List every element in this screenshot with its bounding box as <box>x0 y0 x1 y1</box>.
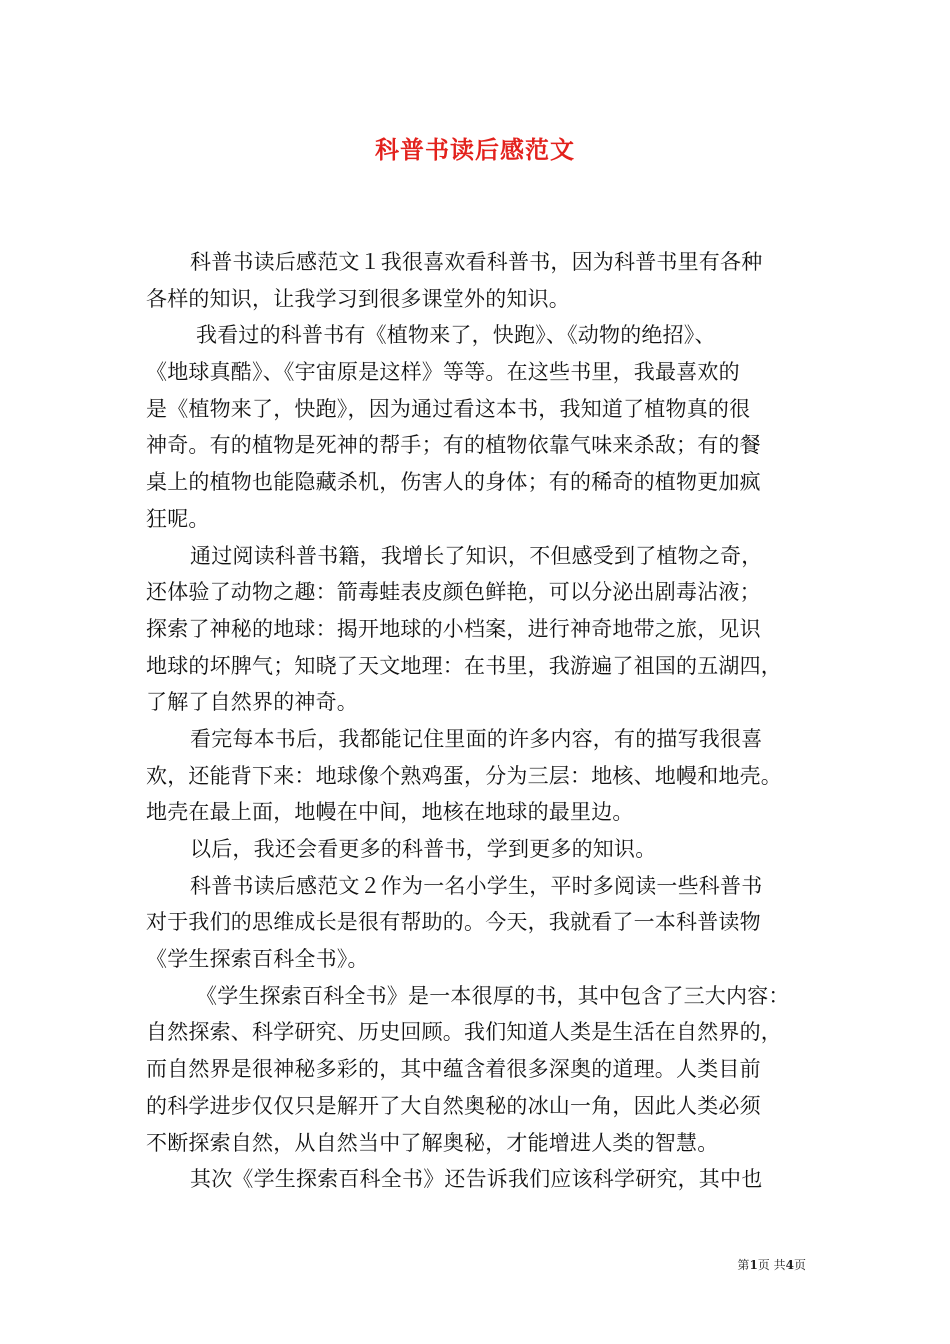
text-line: 神奇。有的植物是死神的帮手；有的植物依靠气味来杀敌；有的餐 <box>146 433 761 458</box>
text-line: 《地球真酷》、《宇宙原是这样》等等。在这些书里，我最喜欢的 <box>146 360 740 385</box>
document-title: 科普书读后感范文 <box>375 135 575 164</box>
text-line: 以后，我还会看更多的科普书，学到更多的知识。 <box>190 837 657 861</box>
text-line: 狂呢。 <box>146 506 210 531</box>
text-line: 其次《学生探索百科全书》还告诉我们应该科学研究，其中也 <box>190 1167 763 1192</box>
footer-suffix: 页 <box>793 1258 806 1272</box>
footer-current-page: 1 <box>749 1258 758 1272</box>
text-line: 探索了神秘的地球：揭开地球的小档案，进行神奇地带之旅，见识 <box>146 616 761 641</box>
text-line: 是《植物来了，快跑》，因为通过看这本书，我知道了植物真的很 <box>146 396 751 421</box>
document-body <box>146 244 821 1198</box>
text-line: 地壳在最上面，地幔在中间，地核在地球的最里边。 <box>146 800 634 825</box>
text-line: 《学生探索百科全书》。 <box>146 947 369 972</box>
footer-middle: 页 共 <box>757 1258 786 1272</box>
text-line: 各样的知识，让我学习到很多课堂外的知识。 <box>146 286 570 311</box>
text-line: 我看过的科普书有《植物来了，快跑》、《动物的绝招》、 <box>196 323 716 348</box>
text-line: 通过阅读科普书籍，我增长了知识，不但感受到了植物之奇， <box>190 543 763 568</box>
text-line: 《学生探索百科全书》是一本很厚的书，其中包含了三大内容： <box>196 983 790 1008</box>
text-line: 科普书读后感范文２作为一名小学生，平时多阅读一些科普书 <box>190 873 763 898</box>
footer-total-pages: 4 <box>785 1258 794 1272</box>
text-line: 看完每本书后，我都能记住里面的许多内容，有的描写我很喜 <box>190 726 763 751</box>
text-line: 的科学进步仅仅只是解开了大自然奥秘的冰山一角，因此人类必须 <box>146 1093 761 1118</box>
page-footer <box>737 1256 806 1273</box>
text-line: 了解了自然界的神奇。 <box>146 690 358 715</box>
text-line: 不断探索自然，从自然当中了解奥秘，才能增进人类的智慧。 <box>146 1130 719 1155</box>
text-line: 科普书读后感范文１我很喜欢看科普书，因为科普书里有各种 <box>190 250 763 274</box>
text-line: 欢，还能背下来：地球像个熟鸡蛋，分为三层：地核、地幔和地壳。 <box>146 763 782 788</box>
text-line: 地球的坏脾气；知晓了天文地理：在书里，我游遍了祖国的五湖四， <box>146 653 782 678</box>
footer-prefix: 第 <box>737 1258 750 1272</box>
text-line: 而自然界是很神秘多彩的，其中蕴含着很多深奥的道理。人类目前 <box>146 1057 761 1082</box>
text-line: 还体验了动物之趣：箭毒蛙表皮颜色鲜艳，可以分泌出剧毒沾液； <box>146 580 761 605</box>
text-line: 自然探索、科学研究、历史回顾。我们知道人类是生活在自然界的， <box>146 1020 782 1045</box>
text-line: 对于我们的思维成长是很有帮助的。今天，我就看了一本科普读物 <box>146 910 761 935</box>
text-line: 桌上的植物也能隐藏杀机，伤害人的身体；有的稀奇的植物更加疯 <box>146 470 761 495</box>
